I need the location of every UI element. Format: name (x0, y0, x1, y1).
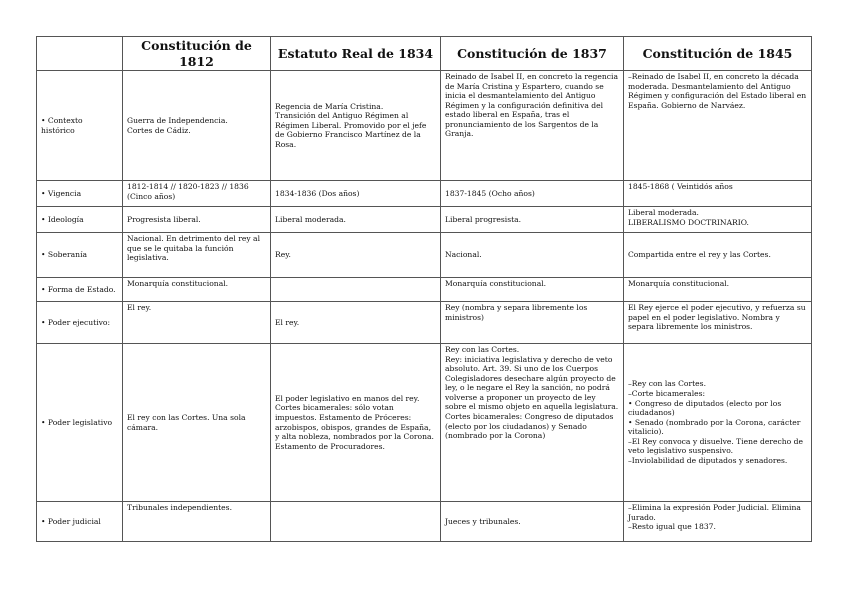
cell-line: Cortes bicamerales: Congreso de diputados (electo por los ciudadanos) y Senado (nombrado por la Corona) (445, 411, 614, 441)
cell-line: –Resto igual que 1837. (628, 522, 716, 532)
cell-ideologia-1834 (271, 207, 441, 233)
cell-line: Reinado de Isabel II, en concreto la regencia de María Cristina y Espartero, cuando se inicia el desmantelamiento del Antiguo Régimen y la configuración definitiva del estado liberal en España, tras el pronunciamiento de los Sargentos de la Granja. (445, 72, 618, 139)
cell-line: Transición del Antiguo Régimen al Régimen Liberal. Promovido por el jefe de Gobierno Francisco Martínez de la Rosa. (275, 111, 427, 149)
row-poder-ejecutivo (37, 302, 812, 344)
cell-line: Guerra de Independencia. (127, 115, 228, 125)
cell-forma-de-estado-1834 (271, 278, 441, 302)
row-forma-de-estado (37, 278, 812, 302)
cell-poder-legislativo-1845 (624, 344, 812, 502)
cell-contexto-historico-1845 (624, 71, 812, 181)
cell-line: El poder legislativo en manos del rey. Cortes bicamerales: sólo votan impuestos. Estamento de Próceres: arzobispos, obispos, grandes de España, y alta nobleza, nombrados por la Corona. Estamento de Procuradores. (275, 393, 434, 451)
cell-ideologia-1845 (624, 207, 812, 233)
cell-contexto-historico-1837 (441, 71, 624, 181)
cell-forma-de-estado-1812 (123, 278, 271, 302)
cell-soberania-1834 (271, 233, 441, 278)
row-poder-judicial (37, 502, 812, 542)
row-label-forma-de-estado: • Forma de Estado. (37, 278, 123, 302)
header-row (37, 37, 812, 71)
cell-line: El rey. (275, 317, 300, 327)
row-vigencia (37, 181, 812, 207)
cell-poder-ejecutivo-1834 (271, 302, 441, 344)
cell-line: El Rey ejerce el poder ejecutivo, y refuerza su papel en el poder legislativo. Nombra y separa libremente los ministros. (628, 303, 806, 332)
cell-line: El rey con las Cortes. Una sola cámara. (127, 412, 246, 432)
cell-line: Rey (nombra y separa libremente los ministros) (445, 303, 588, 322)
cell-line: –Inviolabilidad de diputados y senadores. (628, 455, 788, 465)
cell-line: Liberal moderada. (628, 208, 699, 217)
cell-contexto-historico-1812 (123, 71, 271, 181)
cell-line: El rey. (127, 303, 152, 312)
cell-line: Progresista liberal. (127, 214, 201, 224)
cell-line: Compartida entre el rey y las Cortes. (628, 250, 771, 260)
cell-line: Cortes de Cádiz. (127, 125, 191, 135)
row-label-vigencia: • Vigencia (37, 181, 123, 207)
cell-vigencia-1812 (123, 181, 271, 207)
row-label-soberania: • Soberanía (37, 233, 123, 278)
constitution-comparison-table (36, 36, 812, 542)
cell-forma-de-estado-1837 (441, 278, 624, 302)
cell-poder-ejecutivo-1812 (123, 302, 271, 344)
cell-soberania-1812 (123, 233, 271, 278)
cell-ideologia-1812 (123, 207, 271, 233)
cell-line: LIBERALISMO DOCTRINARIO. (628, 217, 749, 227)
cell-line: Nacional. En detrimento del rey al que se le quitaba la función legislativa. (127, 234, 261, 263)
cell-line: Rey. (275, 250, 291, 260)
cell-contexto-historico-1834 (271, 71, 441, 181)
cell-line: –Corte bicamerales: (628, 389, 706, 399)
cell-line: • Senado (nombrado por la Corona, carácter vitalicio). (628, 417, 801, 437)
cell-soberania-1837 (441, 233, 624, 278)
header-1834: Estatuto Real de 1834 (271, 37, 441, 71)
row-contexto-historico (37, 71, 812, 181)
cell-poder-legislativo-1837 (441, 344, 624, 502)
row-label-ideologia: • Ideología (37, 207, 123, 233)
cell-line: Rey: iniciativa legislativa y derecho de veto absoluto. Art. 39. Si uno de los Cuerpos Colegisladores desechare algún proyecto de ley, o le negare el Rey la sanción, no podrá volverse a proponer un proyecto de ley sobre el mismo objeto en aquella legislatura. (445, 354, 619, 412)
header-1845: Constitución de 1845 (624, 37, 812, 71)
cell-poder-judicial-1845 (624, 502, 812, 542)
cell-ideologia-1837 (441, 207, 624, 233)
cell-soberania-1845 (624, 233, 812, 278)
cell-vigencia-1845 (624, 181, 812, 207)
cell-line: 1845-1868 ( Veintidós años (628, 182, 733, 191)
row-poder-legislativo (37, 344, 812, 502)
row-ideologia (37, 207, 812, 233)
cell-line: Jueces y tribunales. (445, 516, 521, 526)
cell-line: 1837-1845 (Ocho años) (445, 188, 535, 198)
cell-line: 1834-1836 (Dos años) (275, 188, 360, 198)
cell-line: Regencia de María Cristina. (275, 101, 384, 111)
cell-line: Monarquía constitucional. (445, 279, 547, 288)
cell-line: –Rey con las Cortes. (628, 379, 706, 389)
cell-line: Tribunales independientes. (127, 503, 232, 512)
row-soberania (37, 233, 812, 278)
cell-forma-de-estado-1845 (624, 278, 812, 302)
cell-line: Nacional. (445, 250, 482, 260)
header-1812: Constitución de 1812 (123, 37, 271, 71)
cell-line: –Elimina la expresión Poder Judicial. Elimina Jurado. (628, 503, 801, 522)
row-label-poder-legislativo: • Poder legislativo (37, 344, 123, 502)
cell-poder-judicial-1812 (123, 502, 271, 542)
row-label-poder-ejecutivo: • Poder ejecutivo: (37, 302, 123, 344)
row-label-poder-judicial: • Poder judicial (37, 502, 123, 542)
cell-line: Monarquía constitucional. (127, 279, 229, 288)
cell-line: Liberal moderada. (275, 214, 346, 224)
cell-vigencia-1837 (441, 181, 624, 207)
cell-line: Liberal progresista. (445, 214, 522, 224)
cell-poder-ejecutivo-1837 (441, 302, 624, 344)
cell-line: Monarquía constitucional. (628, 279, 730, 288)
cell-line: –El Rey convoca y disuelve. Tiene derecho de veto legislativo suspensivo. (628, 436, 803, 456)
header-1837: Constitución de 1837 (441, 37, 624, 71)
cell-line: –Reinado de Isabel II, en concreto la década moderada. Desmantelamiento del Antiguo Régimen y configuración del Estado liberal en España. Gobierno de Narváez. (628, 72, 807, 110)
cell-poder-legislativo-1812 (123, 344, 271, 502)
cell-poder-ejecutivo-1845 (624, 302, 812, 344)
cell-poder-judicial-1834 (271, 502, 441, 542)
cell-line: Rey con las Cortes. (445, 345, 520, 354)
header-empty (37, 37, 123, 71)
row-label-contexto-historico: • Contexto histórico (37, 71, 123, 181)
cell-line: 1812-1814 // 1820-1823 // 1836 (Cinco años) (127, 182, 249, 201)
cell-vigencia-1834 (271, 181, 441, 207)
cell-line: • Congreso de diputados (electo por los ciudadanos) (628, 398, 782, 418)
cell-poder-legislativo-1834 (271, 344, 441, 502)
cell-poder-judicial-1837 (441, 502, 624, 542)
